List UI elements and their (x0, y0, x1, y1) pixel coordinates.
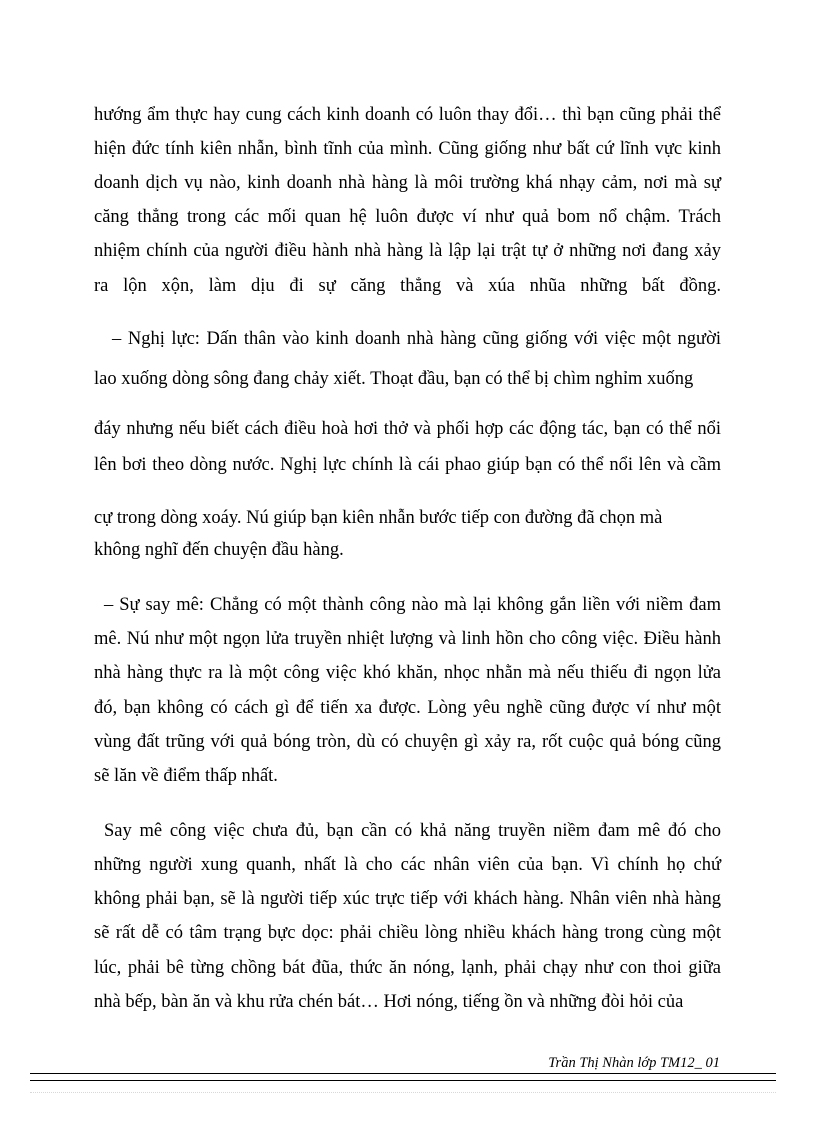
footer-dotted-rule (30, 1092, 776, 1093)
body-line: căng thẳng trong các mối quan hệ luôn được ví như quả bom nổ chậm. Trách (94, 207, 721, 227)
body-line: mê. Nú như một ngọn lửa truyền nhiệt lượng và linh hồn cho công việc. Điều hành (94, 629, 721, 649)
body-line: ra lộn xộn, làm dịu đi sự căng thẳng và xúa nhũa những bất đồng. (94, 276, 721, 296)
body-line: – Nghị lực: Dấn thân vào kinh doanh nhà hàng cũng giống với việc một người (112, 329, 721, 349)
body-line: nhà bếp, bàn ăn và khu rửa chén bát… Hơi nóng, tiếng ồn và những đòi hỏi của (94, 992, 684, 1012)
body-line: – Sự say mê: Chẳng có một thành công nào mà lại không gắn liền với niềm đam (104, 595, 721, 615)
body-line: không nghĩ đến chuyện đầu hàng. (94, 540, 344, 560)
body-line: nhà hàng thực ra là một công việc khó khăn, nhọc nhằn mà nếu thiếu đi ngọn lửa (94, 663, 721, 683)
body-line: Say mê công việc chưa đủ, bạn cần có khả năng truyền niềm đam mê đó cho (104, 821, 721, 841)
footer-rule-bottom (30, 1080, 776, 1081)
body-line: những người xung quanh, nhất là cho các nhân viên của bạn. Vì chính họ chứ (94, 855, 721, 875)
body-line: lao xuống dòng sông đang chảy xiết. Thoạt đầu, bạn có thể bị chìm nghỉm xuống (94, 369, 694, 389)
body-line: không phải bạn, sẽ là người tiếp xúc trực tiếp với khách hàng. Nhân viên nhà hàng (94, 889, 721, 909)
body-line: cự trong dòng xoáy. Nú giúp bạn kiên nhẫn bước tiếp con đường đã chọn mà (94, 508, 663, 528)
footer-author: Trần Thị Nhàn lớp TM12_ 01 (548, 1055, 720, 1071)
body-line: lên bơi theo dòng nước. Nghị lực chính là cái phao giúp bạn có thể nổi lên và cầm (94, 455, 721, 475)
body-line: lúc, phải bê từng chồng bát đũa, thức ăn nóng, lạnh, phải chạy như con thoi giữa (94, 958, 721, 978)
body-line: đáy nhưng nếu biết cách điều hoà hơi thở và phối hợp các động tác, bạn có thể nổi (94, 419, 721, 439)
body-line: đó, bạn không có cách gì để tiến xa được. Lòng yêu nghề cũng được ví như một (94, 698, 721, 718)
body-line: nhiệm chính của người điều hành nhà hàng là lập lại trật tự ở những nơi đang xảy (94, 241, 721, 261)
body-line: hiện đức tính kiên nhẫn, bình tĩnh của mình. Cũng giống như bất cứ lĩnh vực kinh (94, 139, 721, 159)
body-line: doanh dịch vụ nào, kinh doanh nhà hàng là môi trường khá nhạy cảm, nơi mà sự (94, 173, 721, 193)
footer-rule-top (30, 1073, 776, 1074)
body-line: sẽ lăn về điểm thấp nhất. (94, 766, 278, 786)
body-line: vùng đất trũng với quả bóng tròn, dù có chuyện gì xảy ra, rốt cuộc quả bóng cũng (94, 732, 721, 752)
body-line: sẽ rất dễ có tâm trạng bực dọc: phải chiều lòng nhiều khách hàng trong cùng một (94, 923, 721, 943)
body-line: hướng ẩm thực hay cung cách kinh doanh có luôn thay đổi… thì bạn cũng phải thể (94, 105, 721, 125)
